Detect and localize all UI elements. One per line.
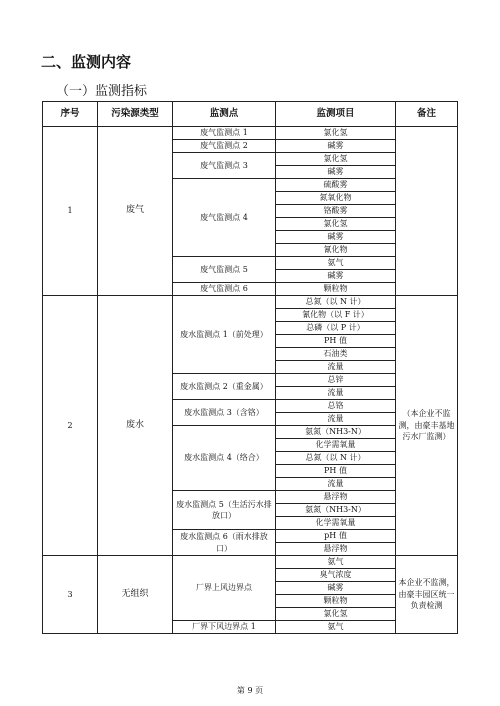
header-cell: 污染源类型 (98, 102, 173, 127)
monitoring-point: 废气监测点 5 (173, 257, 276, 283)
monitoring-item: 氨氮（NH3-N） (276, 504, 396, 517)
monitoring-item: 悬浮物 (276, 543, 396, 556)
monitoring-item: 碱雾 (276, 140, 396, 153)
header-cell: 监测点 (173, 102, 276, 127)
header-cell: 序号 (43, 102, 98, 127)
monitoring-item: 化学需氧量 (276, 439, 396, 452)
monitoring-item: 氯化氢 (276, 218, 396, 231)
monitoring-item: 氰化物（以 F 计） (276, 309, 396, 322)
pollution-source-type: 废水 (98, 296, 173, 556)
monitoring-point: 废气监测点 2 (173, 140, 276, 153)
monitoring-item: 流量 (276, 387, 396, 400)
monitoring-item: 氯化氢 (276, 608, 396, 621)
remark-cell: 本企业不监测，由豪丰园区统一负责检测 (396, 556, 458, 634)
row-number: 3 (43, 556, 98, 634)
header-cell: 备注 (396, 102, 458, 127)
pollution-source-type: 废气 (98, 127, 173, 296)
monitoring-item: 流量 (276, 478, 396, 491)
monitoring-item: 臭气浓度 (276, 569, 396, 582)
monitoring-point: 厂界上风边界点 (173, 556, 276, 621)
monitoring-item: 氯化氢 (276, 153, 396, 166)
monitoring-point: 废气监测点 4 (173, 179, 276, 257)
monitoring-item: 总氮（以 N 计） (276, 296, 396, 309)
monitoring-item: 碱雾 (276, 582, 396, 595)
monitoring-item: 颗粒物 (276, 595, 396, 608)
monitoring-point: 厂界下风边界点 1 (173, 621, 276, 634)
monitoring-point: 废水监测点 1（前处理） (173, 296, 276, 374)
page-number: 第 9 页 (236, 686, 264, 695)
monitoring-item: 铬酸雾 (276, 205, 396, 218)
monitoring-point: 废水监测点 3（含铬） (173, 400, 276, 426)
row-number: 1 (43, 127, 98, 296)
monitoring-item: PH 值 (276, 335, 396, 348)
monitoring-item: 流量 (276, 361, 396, 374)
monitoring-point: 废气监测点 6 (173, 283, 276, 296)
monitoring-item: 颗粒物 (276, 283, 396, 296)
monitoring-item: 总氮（以 N 计） (276, 452, 396, 465)
monitoring-item: 硫酸雾 (276, 179, 396, 192)
monitoring-point: 废水监测点 5（生活污水排放口） (173, 491, 276, 530)
pollution-source-type: 无组织 (98, 556, 173, 634)
monitoring-item: 氨气 (276, 257, 396, 270)
monitoring-item: 碱雾 (276, 270, 396, 283)
monitoring-point: 废水监测点 2（重金属） (173, 374, 276, 400)
subsection-heading: （一）监测指标 (56, 84, 148, 99)
table-body (43, 127, 458, 634)
monitoring-point: 废气监测点 3 (173, 153, 276, 179)
row-number: 2 (43, 296, 98, 556)
monitoring-item: 总铬 (276, 400, 396, 413)
monitoring-item: 悬浮物 (276, 491, 396, 504)
monitoring-item: 流量 (276, 413, 396, 426)
monitoring-item: 化学需氧量 (276, 517, 396, 530)
monitoring-point: 废水监测点 4（络合） (173, 426, 276, 491)
section-heading: 二、监测内容 (41, 53, 132, 71)
monitoring-item: pH 值 (276, 530, 396, 543)
table-header-row (43, 102, 458, 127)
monitoring-point: 废水监测点 6（雨水排放口） (173, 530, 276, 556)
monitoring-item: 碱雾 (276, 166, 396, 179)
table-row (43, 296, 458, 309)
remark-cell: （本企业不监测，由豪丰基地污水厂监测） (396, 296, 458, 556)
monitoring-item: PH 值 (276, 465, 396, 478)
remark-cell (396, 127, 458, 296)
table-row (43, 127, 458, 140)
header-cell: 监测项目 (276, 102, 396, 127)
monitoring-item: 氮氧化物 (276, 192, 396, 205)
monitoring-item: 总磷（以 P 计） (276, 322, 396, 335)
monitoring-point: 废气监测点 1 (173, 127, 276, 140)
monitoring-item: 氨气 (276, 556, 396, 569)
monitoring-item: 氰化物 (276, 244, 396, 257)
monitoring-item: 氯化氢 (276, 127, 396, 140)
monitoring-table (42, 101, 458, 634)
monitoring-item: 总锌 (276, 374, 396, 387)
monitoring-item: 氨氮（NH3-N） (276, 426, 396, 439)
monitoring-item: 碱雾 (276, 231, 396, 244)
monitoring-item: 石油类 (276, 348, 396, 361)
table-row (43, 556, 458, 569)
monitoring-item: 氨气 (276, 621, 396, 634)
